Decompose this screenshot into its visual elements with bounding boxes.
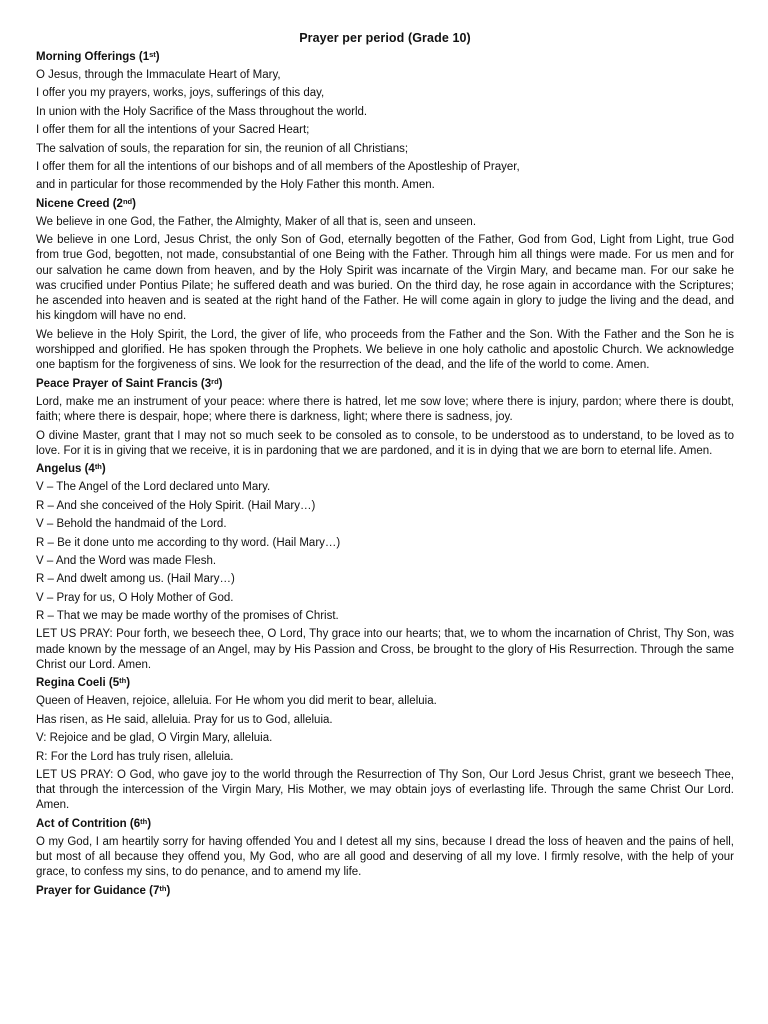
section-ordinal-number: 6 — [133, 818, 141, 831]
prayer-line: Queen of Heaven, rejoice, alleluia. For He whom you did merit to bear, alleluia. — [36, 695, 437, 708]
prayer-line: V – Behold the handmaid of the Lord. — [36, 518, 227, 531]
prayer-paragraph: O my God, I am heartily sorry for having offended You and I detest all my sins, because I dread the loss of heaven and the pains of hell, but most of all because they offend you, My God, who are all good and deserving of all my love. I firmly resolve, with the help of your grace, to confess my sins, to do penance, and to amend my life. — [36, 836, 734, 879]
section-ordinal-number: 5 — [112, 677, 120, 690]
section-ordinal-suffix: st — [149, 50, 156, 59]
section-heading: Regina Coeli (5th) — [36, 676, 131, 690]
section-ordinal-number: 7 — [152, 885, 160, 898]
prayer-sections — [36, 50, 734, 899]
section-ordinal-suffix: th — [119, 676, 127, 686]
prayer-line: V – And the Word was made Flesh. — [36, 554, 217, 567]
section-heading-text: Morning Offerings — [36, 51, 136, 63]
section-heading: Angelus (4th) — [36, 462, 106, 476]
prayer-line: I offer you my prayers, works, joys, sufferings of this day, — [36, 87, 325, 100]
prayer-line: I offer them for all the intentions of our bishops and of all members of the Apostleship of Prayer, — [36, 160, 520, 173]
section-ordinal-suffix: nd — [122, 196, 133, 206]
prayer-line: R – That we may be made worthy of the promises of Christ. — [36, 610, 339, 623]
section-heading-text: Regina Coeli — [36, 677, 106, 690]
prayer-line: V: Rejoice and be glad, O Virgin Mary, alleluia. — [36, 732, 273, 745]
prayer-paragraph: LET US PRAY: Pour forth, we beseech thee, O Lord, Thy grace into our hearts; that, we to whom the incarnation of Christ, Thy Son, was made known by the message of an Angel, may by His Passion and Cross, be brought to the glory of His Resurrection. Through the same Christ our Lord. Amen. — [36, 628, 734, 671]
prayer-line: The salvation of souls, the reparation for sin, the reunion of all Christians; — [36, 142, 409, 155]
prayer-line: V – The Angel of the Lord declared unto Mary. — [36, 481, 271, 494]
document-page — [36, 30, 734, 902]
section-heading-text: Peace Prayer of Saint Francis — [36, 377, 198, 390]
section-heading: Act of Contrition (6th) — [36, 817, 152, 831]
prayer-paragraph: We believe in one Lord, Jesus Christ, the only Son of God, eternally begotten of the Father, God from God, Light from Light, true God from true God, begotten, not made, consubstantial of one Being with the Father. Through him all things were made. For us men and for our salvation he came down from heaven, and by the Holy Spirit was incarnate of the Virgin Mary, and became man. For our sake he was crucified under Pontius Pilate; he suffered death and was buried. On the third day, he rose again in accordance with the Scriptures; he ascended into heaven and is seated at the right hand of the Father. He will come again in glory to judge the living and the dead, and his kingdom will have no end. — [36, 234, 734, 323]
section-heading-text: Prayer for Guidance — [36, 885, 146, 898]
section-heading-text: Angelus — [36, 463, 82, 476]
prayer-line: R – And she conceived of the Holy Spirit. (Hail Mary…) — [36, 499, 316, 512]
prayer-paragraph: O divine Master, grant that I may not so much seek to be consoled as to console, to be understood as to understand, to be loved as to love. For it is in giving that we receive, it is in pardoning that we are pardoned, and it is in dying that we are born to eternal life. Amen. — [36, 429, 734, 457]
prayer-paragraph: Lord, make me an instrument of your peace: where there is hatred, let me sow love; where there is injury, pardon; where there is doubt, faith; where there is despair, hope; where there is darkness, light; where there is sadness, joy. — [36, 395, 734, 423]
prayer-line: I offer them for all the intentions of your Sacred Heart; — [36, 124, 310, 137]
document-title: Prayer per period (Grade 10) — [299, 31, 471, 45]
prayer-paragraph: We believe in the Holy Spirit, the Lord, the giver of life, who proceeds from the Father and the Son. With the Father and the Son he is worshipped and glorified. He has spoken through the Prophets. We believe in one holy catholic and apostolic Church. We acknowledge one baptism for the forgiveness of sins. We look for the resurrection of the dead, and the life of the world to come. Amen. — [36, 328, 734, 372]
prayer-line: R – And dwelt among us. (Hail Mary…) — [36, 573, 235, 586]
section-heading: Nicene Creed (2nd) — [36, 196, 136, 210]
prayer-line: R: For the Lord has truly risen, alleluia. — [36, 750, 234, 763]
section-ordinal-suffix: th — [159, 884, 167, 894]
prayer-line: Has risen, as He said, alleluia. Pray for us to God, alleluia. — [36, 713, 333, 726]
section-ordinal-number: 2 — [116, 197, 123, 210]
section-ordinal-suffix: rd — [211, 376, 219, 386]
section-ordinal-number: 1 — [142, 51, 150, 63]
section-heading: Prayer for Guidance (7th) — [36, 884, 171, 898]
section-ordinal-suffix: th — [94, 462, 102, 472]
section-heading-text: Act of Contrition — [36, 818, 127, 831]
section-heading-text: Nicene Creed — [36, 197, 110, 210]
section-ordinal-number: 3 — [204, 377, 212, 390]
prayer-line: V – Pray for us, O Holy Mother of God. — [36, 591, 234, 604]
section-heading: Morning Offerings (1st) — [36, 50, 160, 63]
section-heading: Peace Prayer of Saint Francis (3rd) — [36, 376, 223, 390]
prayer-line: In union with the Holy Sacrifice of the Mass throughout the world. — [36, 105, 368, 118]
prayer-line: O Jesus, through the Immaculate Heart of Mary, — [36, 69, 281, 81]
prayer-line: We believe in one God, the Father, the Almighty, Maker of all that is, seen and unseen. — [36, 215, 477, 228]
prayer-line: R – Be it done unto me according to thy word. (Hail Mary…) — [36, 536, 341, 549]
section-ordinal-number: 4 — [88, 463, 95, 476]
prayer-line: and in particular for those recommended by the Holy Father this month. Amen. — [36, 179, 435, 192]
prayer-paragraph: LET US PRAY: O God, who gave joy to the world through the Resurrection of Thy Son, Our Lord Jesus Christ, grant we beseech Thee, that through the intercession of the Virgin Mary, His Mother, we may obtain joys of everlasting life. Through the same Christ Our Lord. Amen. — [36, 769, 734, 812]
section-ordinal-suffix: th — [140, 817, 148, 827]
